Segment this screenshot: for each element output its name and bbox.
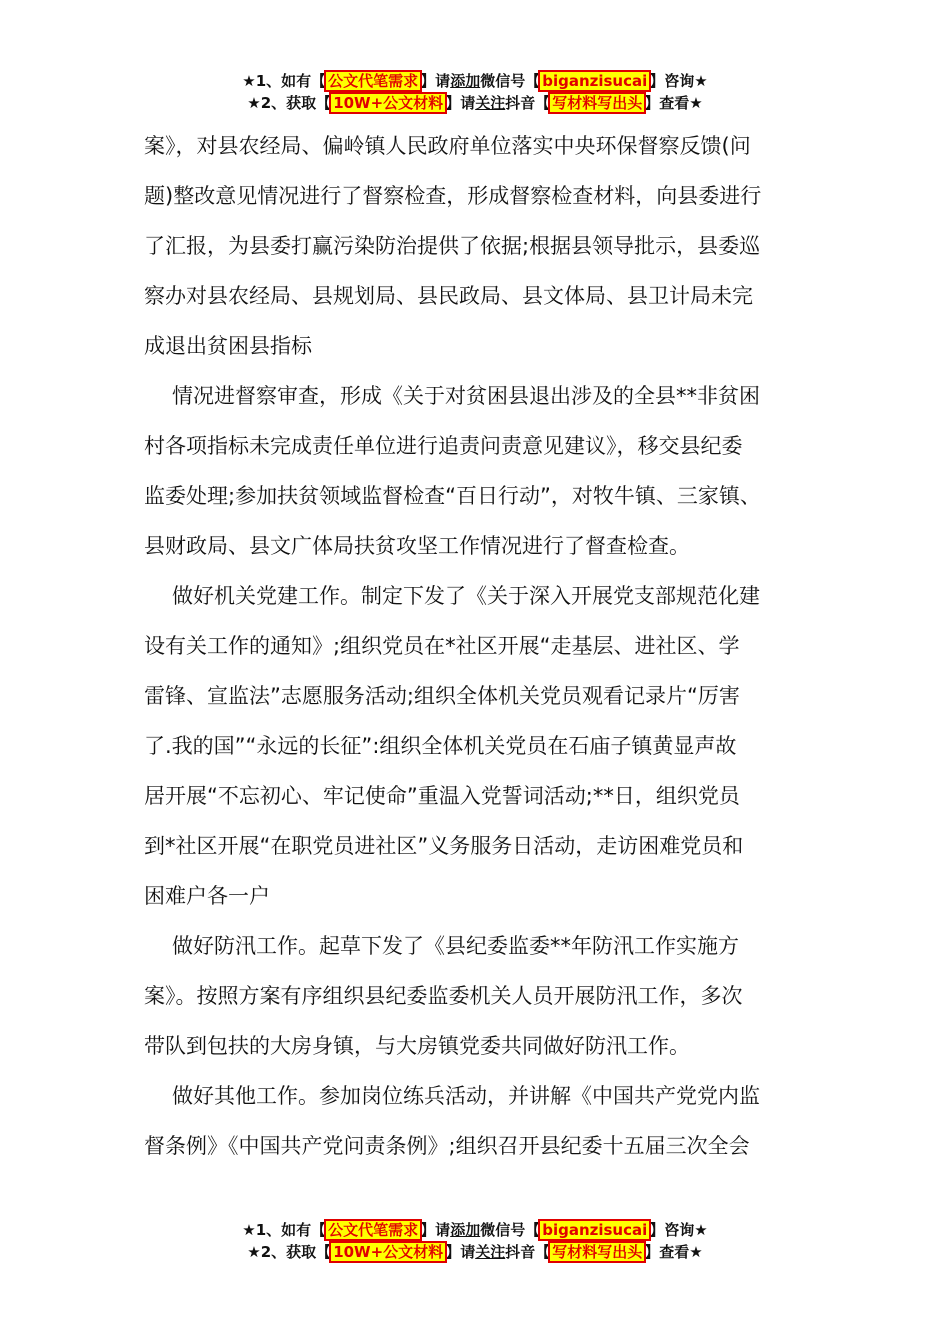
banner-line-2: ★2、获取【 10W+公文材料 】请关注抖音【 写材料写出头 】查看★: [247, 1243, 703, 1261]
banner-highlight-douyin: 写材料写出头: [552, 94, 643, 112]
banner-highlight-douyin: 写材料写出头: [552, 1243, 643, 1261]
banner-highlight-wechat: biganzisucai: [542, 72, 648, 90]
text-line: 成退出贫困县指标: [144, 334, 312, 358]
banner-highlight-service: 公文代笔需求: [328, 72, 419, 90]
banner-line-2: ★2、获取【 10W+公文材料 】请关注抖音【 写材料写出头 】查看★: [247, 94, 703, 112]
text-line: 督条例》《中国共产党问责条例》;组织召开县纪委十五届三次全会: [144, 1134, 750, 1158]
text-line: 察办对县农经局、县规划局、县民政局、县文体局、县卫计局未完: [144, 284, 753, 308]
header-banner: [0, 70, 950, 114]
text-line: 带队到包扶的大房身镇，与大房镇党委共同做好防汛工作。: [144, 1034, 690, 1058]
text-line: 居开展“不忘初心、牢记使命”重温入党誓词活动;**日，组织党员: [144, 784, 740, 808]
text-line: 雷锋、宣监法”志愿服务活动;组织全体机关党员观看记录片“厉害: [144, 684, 740, 708]
banner-line-1: ★1、如有【 公文代笔需求 】请添加微信号【 biganzisucai 】咨询★: [242, 1221, 708, 1239]
banner-line-1: ★1、如有【 公文代笔需求 】请添加微信号【 biganzisucai 】咨询★: [242, 72, 708, 90]
text-line: 案》，对县农经局、偏岭镇人民政府单位落实中央环保督察反馈(问: [144, 134, 751, 158]
text-line: 了.我的国”“永远的长征”:组织全体机关党员在石庙子镇黄显声故: [144, 734, 737, 758]
banner-highlight-wechat: biganzisucai: [542, 1221, 648, 1239]
text-line: 案》。按照方案有序组织县纪委监委机关人员开展防汛工作，多次: [144, 984, 743, 1008]
footer-banner: [0, 1219, 950, 1263]
text-line: 困难户各一户: [144, 884, 270, 908]
paragraph-start: 做好机关党建工作。制定下发了《关于深入开展党支部规范化建: [172, 584, 760, 608]
paragraph-start: 做好其他工作。参加岗位练兵活动，并讲解《中国共产党党内监: [172, 1084, 760, 1108]
paragraph-start: 做好防汛工作。起草下发了《县纪委监委**年防汛工作实施方: [172, 934, 739, 958]
paragraph-start: 情况进督察审查，形成《关于对贫困县退出涉及的全县**非贫困: [172, 384, 760, 408]
text-line: 村各项指标未完成责任单位进行追责问责意见建议》，移交县纪委: [144, 434, 743, 458]
document-body: [144, 121, 808, 1171]
text-line: 了汇报，为县委打赢污染防治提供了依据;根据县领导批示，县委巡: [144, 234, 761, 258]
banner-highlight-materials: 10W+公文材料: [333, 1243, 444, 1261]
text-line: 县财政局、县文广体局扶贫攻坚工作情况进行了督查检查。: [144, 534, 690, 558]
banner-highlight-materials: 10W+公文材料: [333, 94, 444, 112]
text-line: 题)整改意见情况进行了督察检查，形成督察检查材料，向县委进行: [144, 184, 762, 208]
text-line: 到*社区开展“在职党员进社区”义务服务日活动，走访困难党员和: [144, 834, 744, 858]
text-line: 设有关工作的通知》;组织党员在*社区开展“走基层、进社区、学: [144, 634, 740, 658]
text-line: 监委处理;参加扶贫领域监督检查“百日行动”，对牧牛镇、三家镇、: [144, 484, 761, 508]
banner-highlight-service: 公文代笔需求: [328, 1221, 419, 1239]
